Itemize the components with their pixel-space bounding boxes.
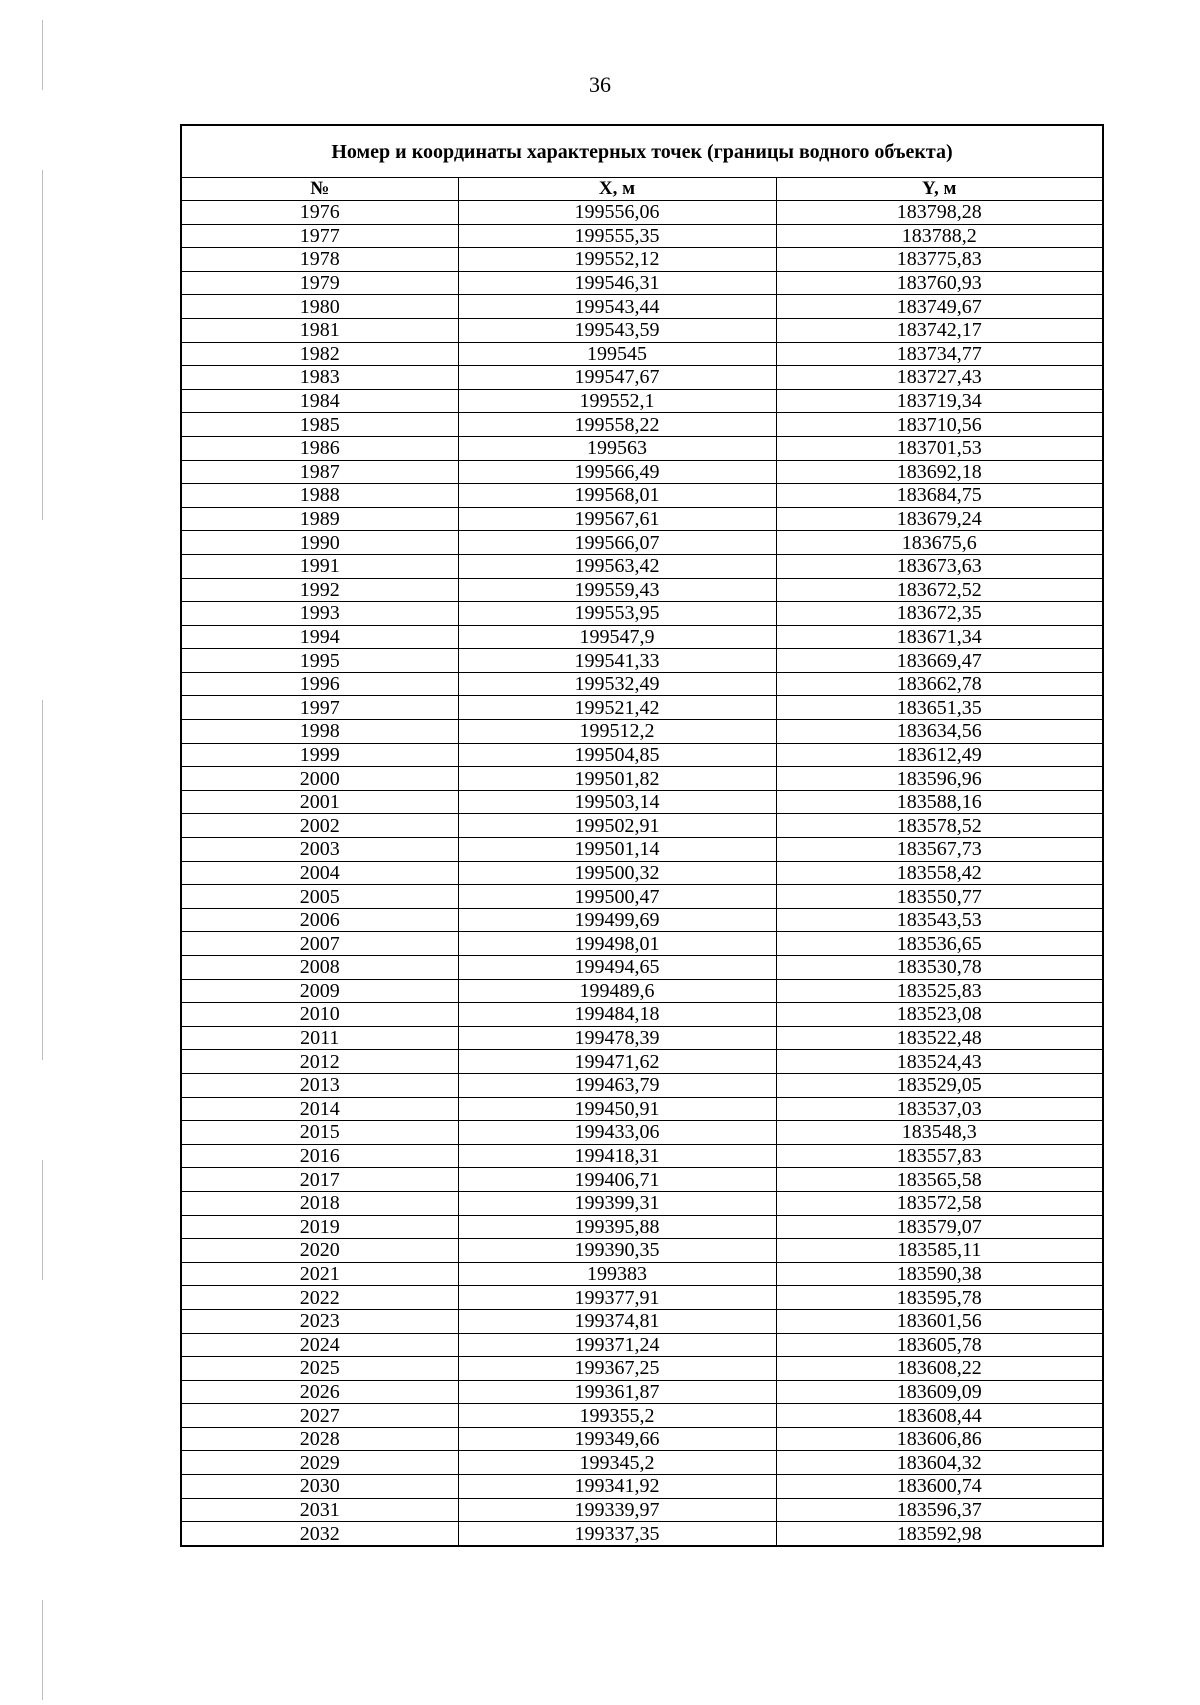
- table-row: [181, 554, 1103, 578]
- y-coordinate-cell: 183557,83: [776, 1144, 1103, 1168]
- y-coordinate-cell: 183558,42: [776, 861, 1103, 885]
- y-coordinate-cell: 183522,48: [776, 1026, 1103, 1050]
- y-coordinate-cell: 183596,96: [776, 767, 1103, 791]
- y-coordinate-cell: 183530,78: [776, 956, 1103, 980]
- x-coordinate-cell: 199499,69: [458, 908, 776, 932]
- y-coordinate-cell: 183579,07: [776, 1215, 1103, 1239]
- y-coordinate-cell: 183524,43: [776, 1050, 1103, 1074]
- y-coordinate-cell: 183710,56: [776, 413, 1103, 437]
- x-coordinate-cell: 199349,66: [458, 1427, 776, 1451]
- point-number-cell: 2020: [181, 1239, 458, 1263]
- y-coordinate-cell: 183525,83: [776, 979, 1103, 1003]
- point-number-cell: 2013: [181, 1073, 458, 1097]
- table-row: [181, 1003, 1103, 1027]
- point-number-cell: 2017: [181, 1168, 458, 1192]
- x-coordinate-cell: 199494,65: [458, 956, 776, 980]
- table-row: [181, 318, 1103, 342]
- y-coordinate-cell: 183550,77: [776, 885, 1103, 909]
- y-coordinate-cell: 183612,49: [776, 743, 1103, 767]
- x-coordinate-cell: 199558,22: [458, 413, 776, 437]
- x-coordinate-cell: 199566,49: [458, 460, 776, 484]
- table-row: [181, 1475, 1103, 1499]
- y-coordinate-cell: 183601,56: [776, 1309, 1103, 1333]
- scan-margin-mark-lower: [42, 1160, 43, 1280]
- y-coordinate-cell: 183669,47: [776, 649, 1103, 673]
- point-number-cell: 2004: [181, 861, 458, 885]
- y-coordinate-cell: 183567,73: [776, 838, 1103, 862]
- scan-margin-mark-upper: [42, 170, 43, 520]
- y-coordinate-cell: 183671,34: [776, 625, 1103, 649]
- x-coordinate-cell: 199553,95: [458, 602, 776, 626]
- table-row: [181, 1026, 1103, 1050]
- x-coordinate-cell: 199341,92: [458, 1475, 776, 1499]
- x-coordinate-cell: 199361,87: [458, 1380, 776, 1404]
- y-coordinate-cell: 183605,78: [776, 1333, 1103, 1357]
- y-coordinate-cell: 183734,77: [776, 342, 1103, 366]
- point-number-cell: 1991: [181, 554, 458, 578]
- table-body: [181, 201, 1103, 1546]
- x-coordinate-cell: 199555,35: [458, 224, 776, 248]
- table-row: [181, 1168, 1103, 1192]
- table-row: [181, 1073, 1103, 1097]
- table-row: [181, 672, 1103, 696]
- header-number: №: [181, 178, 458, 201]
- point-number-cell: 1980: [181, 295, 458, 319]
- table-row: [181, 1357, 1103, 1381]
- x-coordinate-cell: 199543,44: [458, 295, 776, 319]
- y-coordinate-cell: 183585,11: [776, 1239, 1103, 1263]
- table-row: [181, 1097, 1103, 1121]
- table-row: [181, 342, 1103, 366]
- point-number-cell: 1988: [181, 484, 458, 508]
- table-row: [181, 1286, 1103, 1310]
- point-number-cell: 2014: [181, 1097, 458, 1121]
- table-row: [181, 1121, 1103, 1145]
- x-coordinate-cell: 199532,49: [458, 672, 776, 696]
- point-number-cell: 1976: [181, 201, 458, 225]
- y-coordinate-cell: 183727,43: [776, 366, 1103, 390]
- point-number-cell: 1989: [181, 507, 458, 531]
- y-coordinate-cell: 183588,16: [776, 790, 1103, 814]
- x-coordinate-cell: 199339,97: [458, 1498, 776, 1522]
- table-row: [181, 908, 1103, 932]
- x-coordinate-cell: 199371,24: [458, 1333, 776, 1357]
- coordinates-table: [180, 124, 1104, 1547]
- x-coordinate-cell: 199377,91: [458, 1286, 776, 1310]
- point-number-cell: 1990: [181, 531, 458, 555]
- point-number-cell: 2016: [181, 1144, 458, 1168]
- y-coordinate-cell: 183565,58: [776, 1168, 1103, 1192]
- x-coordinate-cell: 199556,06: [458, 201, 776, 225]
- table-row: [181, 1309, 1103, 1333]
- table-row: [181, 1191, 1103, 1215]
- table-row: [181, 1333, 1103, 1357]
- table-row: [181, 507, 1103, 531]
- x-coordinate-cell: 199543,59: [458, 318, 776, 342]
- point-number-cell: 1985: [181, 413, 458, 437]
- y-coordinate-cell: 183672,35: [776, 602, 1103, 626]
- x-coordinate-cell: 199559,43: [458, 578, 776, 602]
- x-coordinate-cell: 199502,91: [458, 814, 776, 838]
- table-row: [181, 649, 1103, 673]
- point-number-cell: 1998: [181, 720, 458, 744]
- y-coordinate-cell: 183692,18: [776, 460, 1103, 484]
- x-coordinate-cell: 199406,71: [458, 1168, 776, 1192]
- point-number-cell: 2030: [181, 1475, 458, 1499]
- y-coordinate-cell: 183608,22: [776, 1357, 1103, 1381]
- table-row: [181, 790, 1103, 814]
- point-number-cell: 2028: [181, 1427, 458, 1451]
- x-coordinate-cell: 199489,6: [458, 979, 776, 1003]
- table-title-row: [181, 125, 1103, 178]
- y-coordinate-cell: 183592,98: [776, 1522, 1103, 1546]
- table-row: [181, 602, 1103, 626]
- table-row: [181, 720, 1103, 744]
- x-coordinate-cell: 199521,42: [458, 696, 776, 720]
- y-coordinate-cell: 183543,53: [776, 908, 1103, 932]
- table-row: [181, 248, 1103, 272]
- x-coordinate-cell: 199503,14: [458, 790, 776, 814]
- table-row: [181, 767, 1103, 791]
- x-coordinate-cell: 199566,07: [458, 531, 776, 555]
- table-row: [181, 531, 1103, 555]
- y-coordinate-cell: 183788,2: [776, 224, 1103, 248]
- point-number-cell: 2022: [181, 1286, 458, 1310]
- x-coordinate-cell: 199501,14: [458, 838, 776, 862]
- y-coordinate-cell: 183651,35: [776, 696, 1103, 720]
- point-number-cell: 1978: [181, 248, 458, 272]
- x-coordinate-cell: 199552,12: [458, 248, 776, 272]
- table-row: [181, 1262, 1103, 1286]
- x-coordinate-cell: 199450,91: [458, 1097, 776, 1121]
- x-coordinate-cell: 199545: [458, 342, 776, 366]
- table-row: [181, 1404, 1103, 1428]
- point-number-cell: 2027: [181, 1404, 458, 1428]
- table-row: [181, 885, 1103, 909]
- x-coordinate-cell: 199500,47: [458, 885, 776, 909]
- y-coordinate-cell: 183742,17: [776, 318, 1103, 342]
- x-coordinate-cell: 199418,31: [458, 1144, 776, 1168]
- x-coordinate-cell: 199547,9: [458, 625, 776, 649]
- point-number-cell: 2026: [181, 1380, 458, 1404]
- x-coordinate-cell: 199541,33: [458, 649, 776, 673]
- y-coordinate-cell: 183634,56: [776, 720, 1103, 744]
- y-coordinate-cell: 183529,05: [776, 1073, 1103, 1097]
- point-number-cell: 1992: [181, 578, 458, 602]
- table-row: [181, 696, 1103, 720]
- x-coordinate-cell: 199563,42: [458, 554, 776, 578]
- table-row: [181, 1522, 1103, 1546]
- x-coordinate-cell: 199478,39: [458, 1026, 776, 1050]
- point-number-cell: 2023: [181, 1309, 458, 1333]
- table-row: [181, 979, 1103, 1003]
- x-coordinate-cell: 199345,2: [458, 1451, 776, 1475]
- x-coordinate-cell: 199547,67: [458, 366, 776, 390]
- y-coordinate-cell: 183719,34: [776, 389, 1103, 413]
- table-row: [181, 366, 1103, 390]
- table-row: [181, 1144, 1103, 1168]
- table-row: [181, 224, 1103, 248]
- x-coordinate-cell: 199367,25: [458, 1357, 776, 1381]
- y-coordinate-cell: 183775,83: [776, 248, 1103, 272]
- x-coordinate-cell: 199463,79: [458, 1073, 776, 1097]
- y-coordinate-cell: 183672,52: [776, 578, 1103, 602]
- point-number-cell: 2018: [181, 1191, 458, 1215]
- point-number-cell: 2000: [181, 767, 458, 791]
- page-number: 36: [589, 72, 611, 97]
- y-coordinate-cell: 183675,6: [776, 531, 1103, 555]
- y-coordinate-cell: 183604,32: [776, 1451, 1103, 1475]
- y-coordinate-cell: 183548,3: [776, 1121, 1103, 1145]
- table-row: [181, 1498, 1103, 1522]
- point-number-cell: 2003: [181, 838, 458, 862]
- point-number-cell: 1997: [181, 696, 458, 720]
- y-coordinate-cell: 183684,75: [776, 484, 1103, 508]
- table-row: [181, 1380, 1103, 1404]
- table-row: [181, 1451, 1103, 1475]
- y-coordinate-cell: 183673,63: [776, 554, 1103, 578]
- header-x: X, м: [458, 178, 776, 201]
- point-number-cell: 2019: [181, 1215, 458, 1239]
- x-coordinate-cell: 199512,2: [458, 720, 776, 744]
- point-number-cell: 1986: [181, 436, 458, 460]
- x-coordinate-cell: 199546,31: [458, 271, 776, 295]
- y-coordinate-cell: 183749,67: [776, 295, 1103, 319]
- point-number-cell: 2032: [181, 1522, 458, 1546]
- point-number-cell: 1981: [181, 318, 458, 342]
- y-coordinate-cell: 183609,09: [776, 1380, 1103, 1404]
- point-number-cell: 1994: [181, 625, 458, 649]
- table-row: [181, 389, 1103, 413]
- header-y: Y, м: [776, 178, 1103, 201]
- x-coordinate-cell: 199374,81: [458, 1309, 776, 1333]
- x-coordinate-cell: 199563: [458, 436, 776, 460]
- point-number-cell: 2012: [181, 1050, 458, 1074]
- x-coordinate-cell: 199355,2: [458, 1404, 776, 1428]
- y-coordinate-cell: 183608,44: [776, 1404, 1103, 1428]
- y-coordinate-cell: 183537,03: [776, 1097, 1103, 1121]
- table-row: [181, 838, 1103, 862]
- point-number-cell: 1995: [181, 649, 458, 673]
- point-number-cell: 1979: [181, 271, 458, 295]
- x-coordinate-cell: 199498,01: [458, 932, 776, 956]
- table-row: [181, 861, 1103, 885]
- table-row: [181, 295, 1103, 319]
- x-coordinate-cell: 199552,1: [458, 389, 776, 413]
- x-coordinate-cell: 199399,31: [458, 1191, 776, 1215]
- x-coordinate-cell: 199390,35: [458, 1239, 776, 1263]
- x-coordinate-cell: 199484,18: [458, 1003, 776, 1027]
- scan-margin-mark-middle: [42, 700, 43, 1060]
- point-number-cell: 2015: [181, 1121, 458, 1145]
- point-number-cell: 1993: [181, 602, 458, 626]
- point-number-cell: 2021: [181, 1262, 458, 1286]
- y-coordinate-cell: 183798,28: [776, 201, 1103, 225]
- point-number-cell: 2009: [181, 979, 458, 1003]
- x-coordinate-cell: 199395,88: [458, 1215, 776, 1239]
- point-number-cell: 2006: [181, 908, 458, 932]
- point-number-cell: 2024: [181, 1333, 458, 1357]
- table-row: [181, 1427, 1103, 1451]
- table-row: [181, 460, 1103, 484]
- x-coordinate-cell: 199433,06: [458, 1121, 776, 1145]
- table-row: [181, 413, 1103, 437]
- y-coordinate-cell: 183590,38: [776, 1262, 1103, 1286]
- y-coordinate-cell: 183679,24: [776, 507, 1103, 531]
- y-coordinate-cell: 183606,86: [776, 1427, 1103, 1451]
- x-coordinate-cell: 199567,61: [458, 507, 776, 531]
- point-number-cell: 1982: [181, 342, 458, 366]
- y-coordinate-cell: 183536,65: [776, 932, 1103, 956]
- point-number-cell: 2029: [181, 1451, 458, 1475]
- y-coordinate-cell: 183523,08: [776, 1003, 1103, 1027]
- point-number-cell: 1977: [181, 224, 458, 248]
- table-row: [181, 1239, 1103, 1263]
- y-coordinate-cell: 183701,53: [776, 436, 1103, 460]
- y-coordinate-cell: 183595,78: [776, 1286, 1103, 1310]
- table-row: [181, 271, 1103, 295]
- x-coordinate-cell: 199500,32: [458, 861, 776, 885]
- table-row: [181, 743, 1103, 767]
- point-number-cell: 2031: [181, 1498, 458, 1522]
- point-number-cell: 1987: [181, 460, 458, 484]
- table-row: [181, 932, 1103, 956]
- table-row: [181, 436, 1103, 460]
- table-header-row: [181, 178, 1103, 201]
- point-number-cell: 1996: [181, 672, 458, 696]
- point-number-cell: 2025: [181, 1357, 458, 1381]
- point-number-cell: 2001: [181, 790, 458, 814]
- table-row: [181, 814, 1103, 838]
- y-coordinate-cell: 183596,37: [776, 1498, 1103, 1522]
- table-row: [181, 201, 1103, 225]
- table-row: [181, 956, 1103, 980]
- x-coordinate-cell: 199383: [458, 1262, 776, 1286]
- x-coordinate-cell: 199501,82: [458, 767, 776, 791]
- table-row: [181, 1050, 1103, 1074]
- x-coordinate-cell: 199504,85: [458, 743, 776, 767]
- point-number-cell: 1999: [181, 743, 458, 767]
- table-row: [181, 578, 1103, 602]
- point-number-cell: 2005: [181, 885, 458, 909]
- y-coordinate-cell: 183662,78: [776, 672, 1103, 696]
- x-coordinate-cell: 199337,35: [458, 1522, 776, 1546]
- point-number-cell: 2011: [181, 1026, 458, 1050]
- table-row: [181, 1215, 1103, 1239]
- table-title: Номер и координаты характерных точек (границы водного объекта): [181, 125, 1103, 178]
- x-coordinate-cell: 199568,01: [458, 484, 776, 508]
- scan-margin-mark-bottom: [42, 1600, 43, 1700]
- point-number-cell: 1984: [181, 389, 458, 413]
- y-coordinate-cell: 183578,52: [776, 814, 1103, 838]
- point-number-cell: 2007: [181, 932, 458, 956]
- point-number-cell: 2002: [181, 814, 458, 838]
- point-number-cell: 2008: [181, 956, 458, 980]
- table-row: [181, 484, 1103, 508]
- point-number-cell: 1983: [181, 366, 458, 390]
- y-coordinate-cell: 183760,93: [776, 271, 1103, 295]
- x-coordinate-cell: 199471,62: [458, 1050, 776, 1074]
- y-coordinate-cell: 183600,74: [776, 1475, 1103, 1499]
- y-coordinate-cell: 183572,58: [776, 1191, 1103, 1215]
- table-row: [181, 625, 1103, 649]
- point-number-cell: 2010: [181, 1003, 458, 1027]
